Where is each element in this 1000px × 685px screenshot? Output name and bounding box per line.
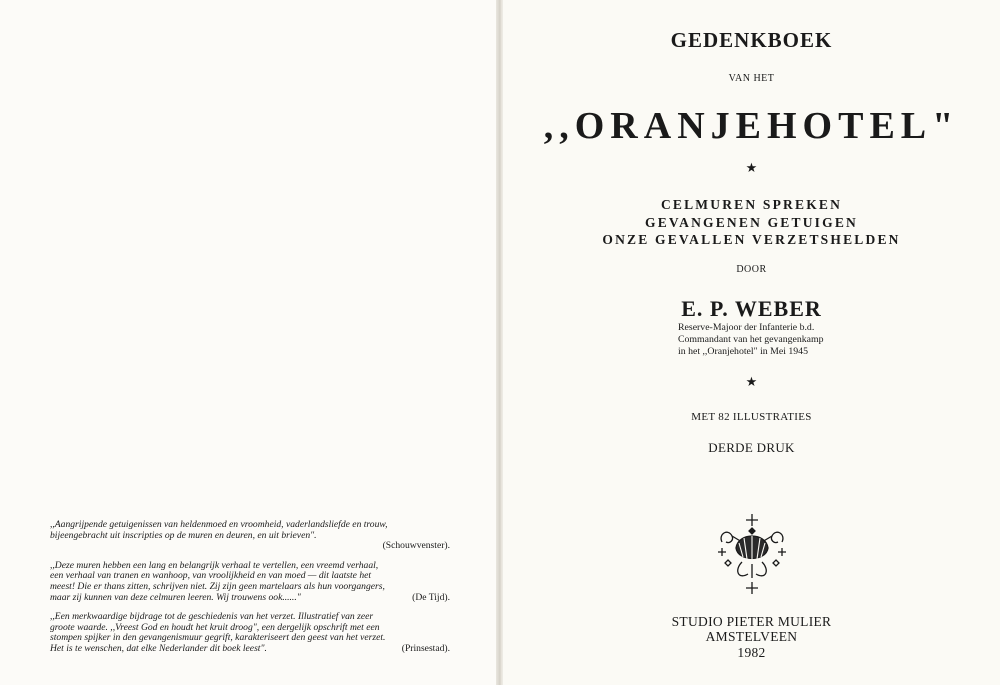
quote-line: groote waarde. ,,Vreest God en houdt het kruit droog", een dergelijk opschrift met een	[50, 621, 380, 633]
credential-line: Commandant van het gevangenkamp	[678, 333, 824, 345]
quote-line: bijeengebracht uit inscripties op de muren en deuren, en uit brieven".	[50, 529, 317, 541]
publisher-name: STUDIO PIETER MULIER	[671, 614, 832, 629]
publication-year: 1982	[737, 645, 766, 660]
author-credentials	[678, 322, 888, 357]
quote-line: een verhaal van tranen en wanhoop, van vroolijkheid en van moed — dit laatste het	[50, 570, 372, 582]
quote-de-tijd	[50, 561, 450, 603]
author-name: E. P. WEBER	[681, 296, 822, 321]
subtitle-line: CELMUREN SPREKEN	[660, 197, 843, 212]
subtitle-line: ONZE GEVALLEN VERZETSHELDEN	[602, 232, 901, 247]
quote-line	[50, 593, 450, 604]
illustrations-note: MET 82 ILLUSTRATIES	[691, 411, 812, 423]
quote-line-text: maar zij kunnen van deze celmuren leeren. Wij trouwens ook......"	[50, 591, 301, 603]
book-title: ,,ORANJEHOTEL"	[543, 105, 960, 147]
star-ornament: ★	[745, 160, 758, 175]
subtitle-line: GEVANGENEN GETUIGEN	[645, 214, 858, 230]
quote-source: (Prinsestad).	[401, 642, 450, 654]
quote-line: ,,Deze muren hebben een lang en belangrijk verhaal te vertellen, een vreemd verhaal,	[50, 559, 379, 571]
heading-gedenkboek: GEDENKBOEK	[670, 28, 833, 52]
publisher-city: AMSTELVEEN	[705, 629, 798, 644]
quote-line: ,,Een merkwaardige bijdrage tot de geschiedenis van het verzet. Illustratief van zeer	[50, 611, 374, 623]
subtitle	[503, 196, 1000, 249]
quote-line	[50, 644, 450, 655]
quote-prinsestad	[50, 612, 450, 654]
quote-line-text: Het is te wenschen, dat elke Nederlander dit boek leest".	[50, 642, 267, 654]
quote-line: stompen spijker in den gevangenismuur gegrift, karakteriseert den geest van het verzet.	[50, 632, 386, 644]
title-page	[503, 0, 1000, 685]
quote-schouwvenster	[50, 520, 450, 552]
door-label: DOOR	[736, 264, 767, 275]
review-quotes	[50, 520, 450, 664]
credential-line: in het ,,Oranjehotel" in Mei 1945	[678, 345, 808, 357]
quote-source: (De Tijd).	[412, 591, 450, 603]
quote-line: ,,Aangrijpende getuigenissen van heldenmoed en vroomheid, vaderlandsliefde en trouw,	[50, 519, 388, 530]
quote-source: (Schouwvenster).	[382, 540, 450, 552]
left-page	[0, 0, 497, 685]
star-ornament: ★	[745, 374, 758, 389]
quote-line: meest! Die er thans zitten, schrijven niet. Zij zijn geen martelaars als hun voorgangers,	[50, 580, 385, 592]
van-het-label: VAN HET	[728, 73, 775, 84]
publisher-emblem-icon	[716, 512, 788, 596]
edition-label: DERDE DRUK	[708, 440, 795, 455]
credential-line: Reserve-Majoor der Infanterie b.d.	[678, 322, 815, 333]
